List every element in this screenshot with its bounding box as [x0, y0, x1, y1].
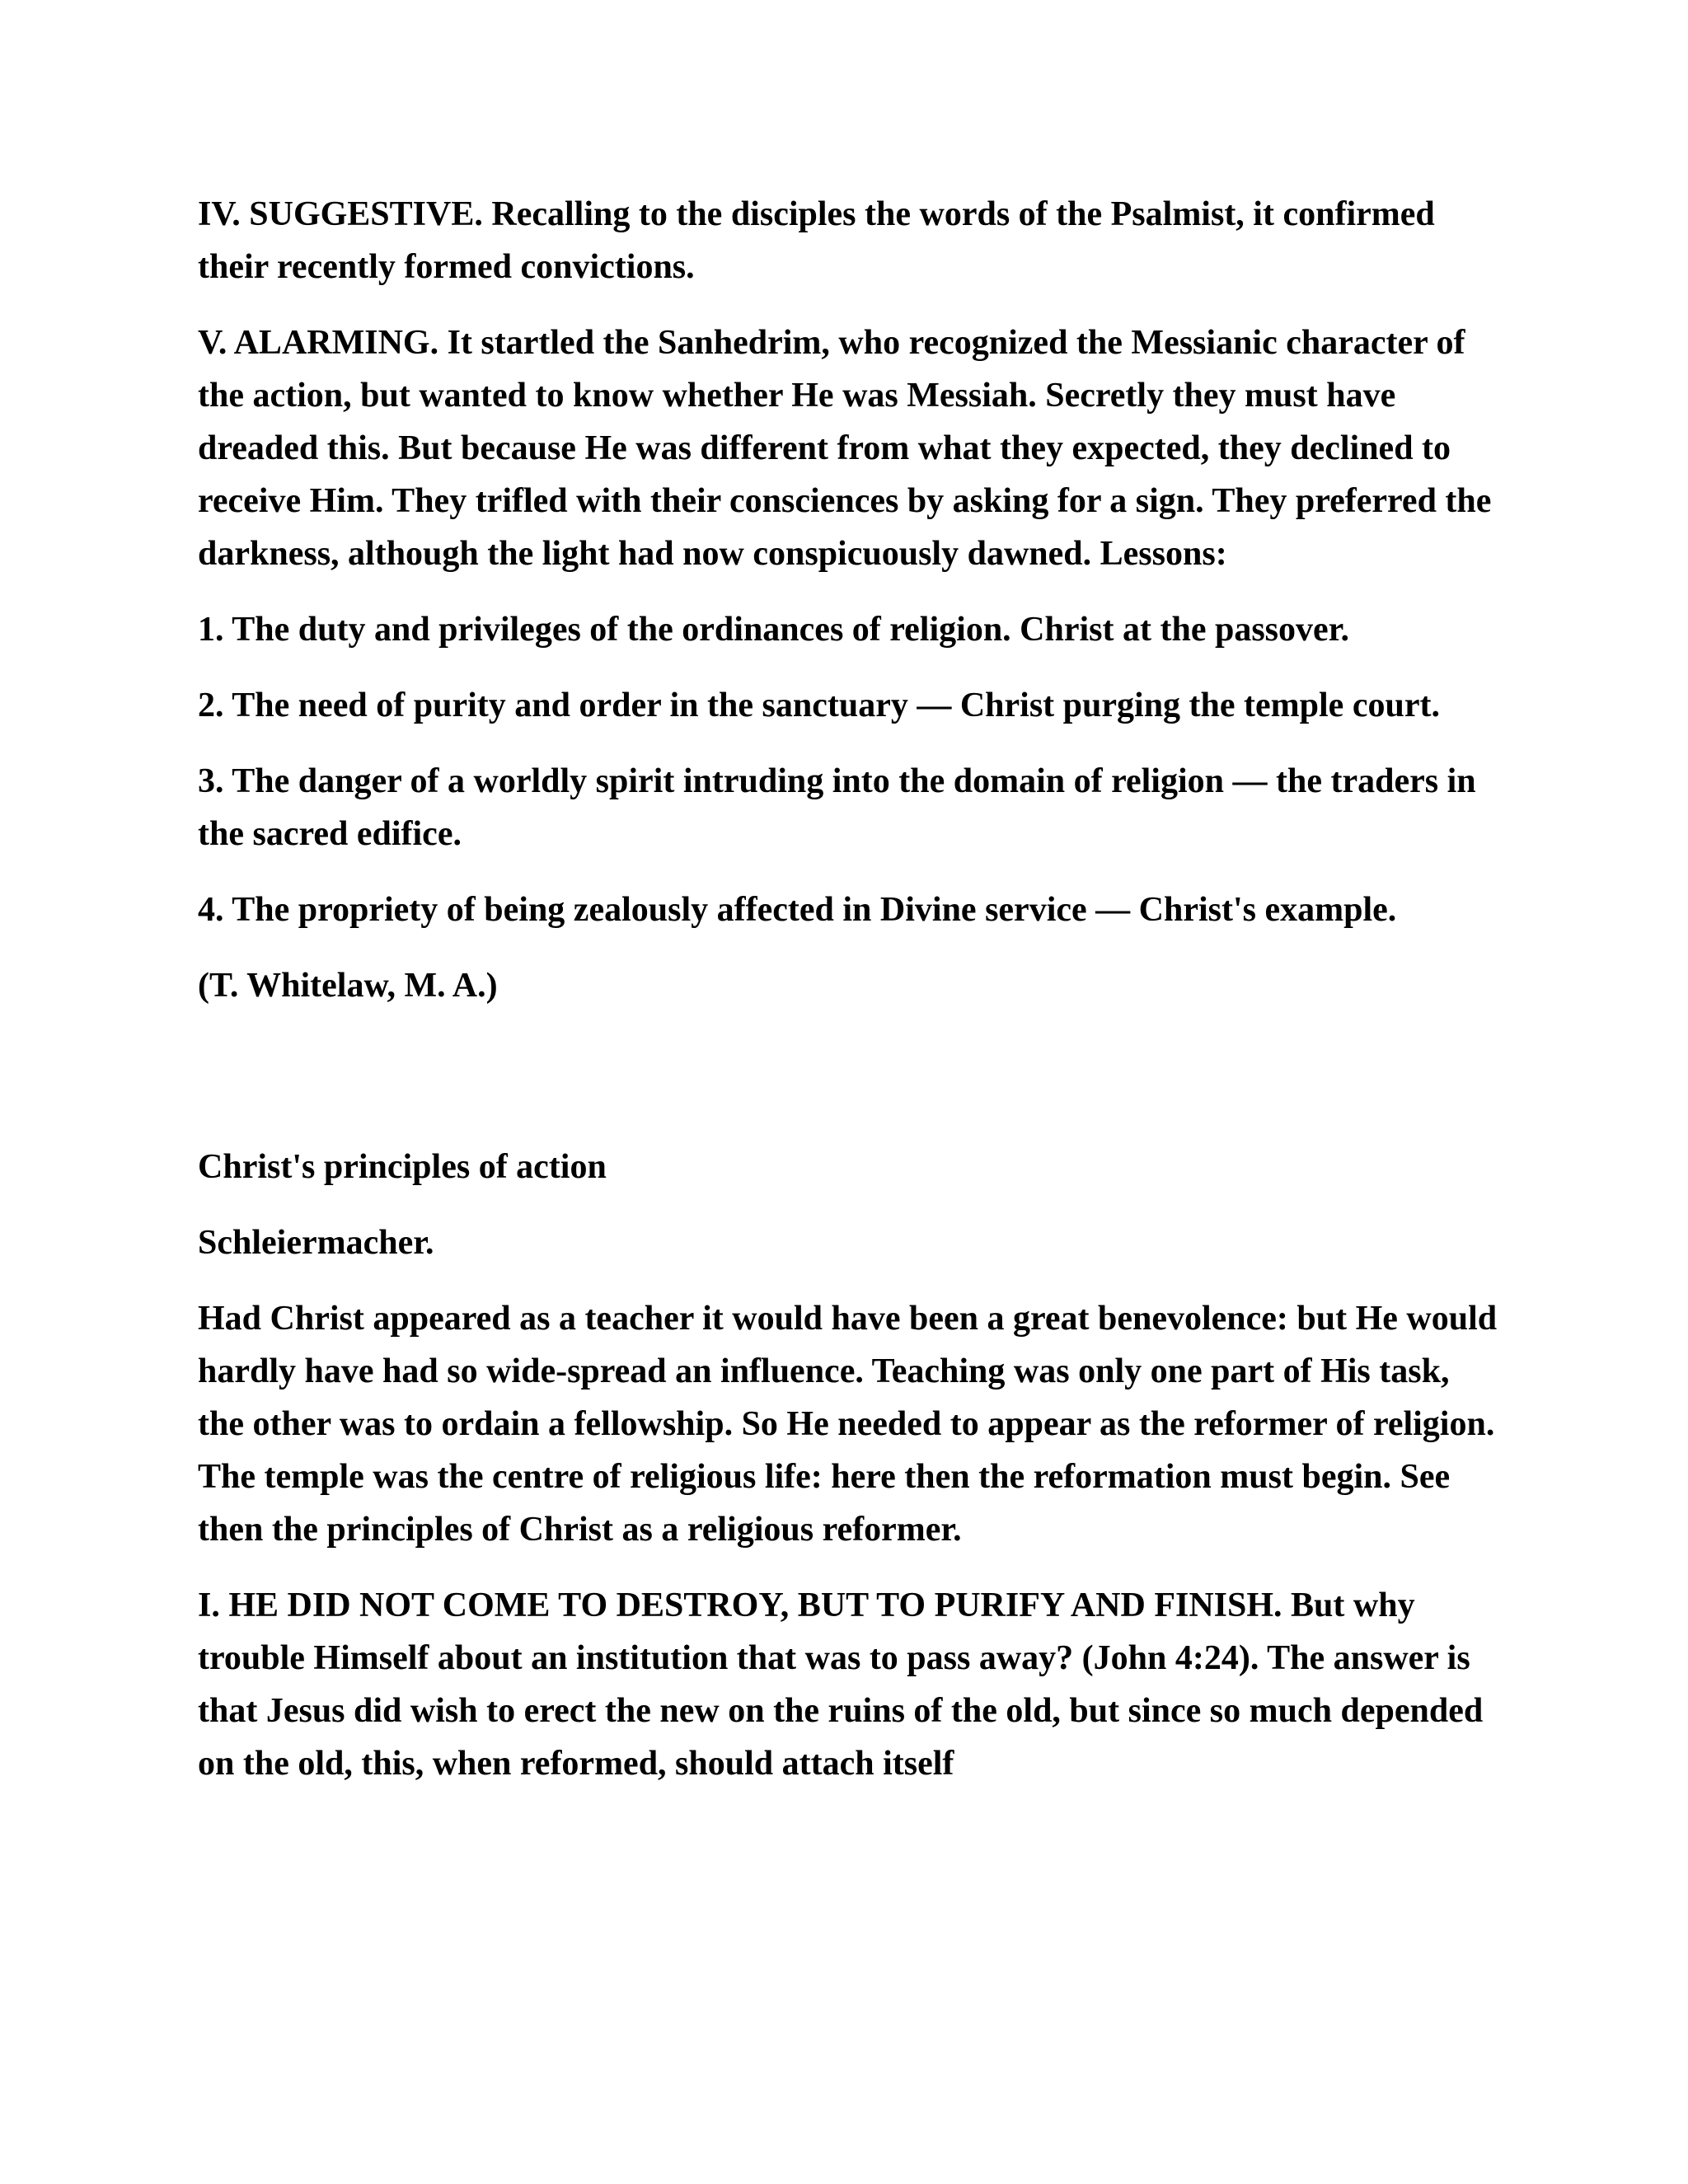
lesson-4: 4. The propriety of being zealously affected in Divine service — Christ's example.: [198, 891, 1397, 929]
attribution: (T. Whitelaw, M. A.): [198, 967, 498, 1005]
section-title: Christ's principles of action: [198, 1148, 607, 1186]
lesson-3: 3. The danger of a worldly spirit intruding into the domain of religion — the traders in the sacred edifice.: [198, 762, 1476, 853]
page-body: [198, 188, 1500, 1813]
paragraph-alarming: V. ALARMING. It startled the Sanhedrim, who recognized the Messianic character of the action, but wanted to know whether He was Messiah. Secretly they must have dreaded this. But because He was different from what they expected, they declined to receive Him. They trifled with their consciences by asking for a sign. They preferred the darkness, although the light had now conspicuously dawned. Lessons:: [198, 324, 1492, 573]
lesson-2: 2. The need of purity and order in the sanctuary — Christ purging the temple court.: [198, 687, 1440, 724]
paragraph-suggestive: IV. SUGGESTIVE. Recalling to the disciples the words of the Psalmist, it confirmed their recently formed convictions.: [198, 195, 1435, 286]
section-paragraph-1: Had Christ appeared as a teacher it would have been a great benevolence: but He would hardly have had so wide-spread an influence. Teaching was only one part of His task, the other was to ordain a fellowship. So He needed to appear as the reformer of religion. The temple was the centre of religious life: here then the reformation must begin. See then the principles of Christ as a religious reformer.: [198, 1300, 1498, 1549]
lesson-1: 1. The duty and privileges of the ordinances of religion. Christ at the passover.: [198, 611, 1349, 649]
section-author: Schleiermacher.: [198, 1224, 434, 1262]
section-paragraph-2: I. HE DID NOT COME TO DESTROY, BUT TO PURIFY AND FINISH. But why trouble Himself about an institution that was to pass away? (John 4:24). The answer is that Jesus did wish to erect the new on the ruins of the old, but since so much depended on the old, this, when reformed, should attach itself: [198, 1586, 1484, 1783]
